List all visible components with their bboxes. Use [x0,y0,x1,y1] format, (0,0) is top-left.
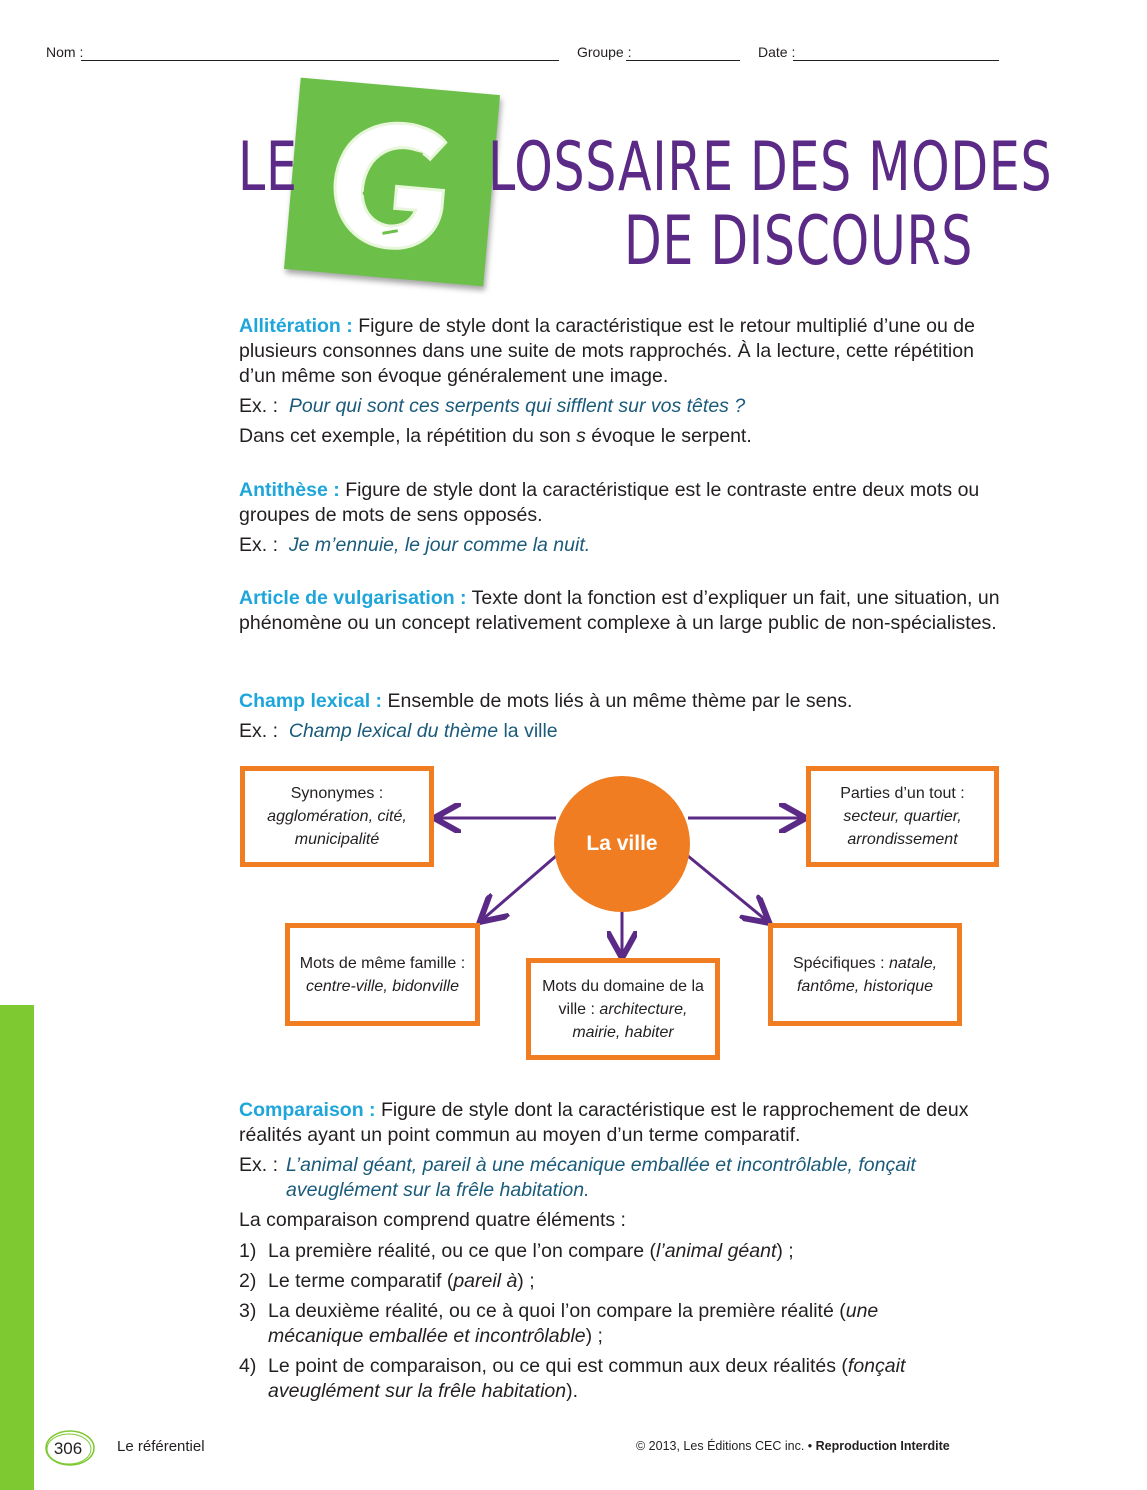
copyright-text: © 2013, Les Éditions CEC inc. • [636,1439,813,1453]
list-text-end: ). [566,1380,579,1402]
synonymes-label: Synonymes : [290,785,384,802]
groupe-label: Groupe : [577,44,632,60]
list-text: La deuxième réalité, ou ce à quoi l’on compare la première réalité ( [268,1300,846,1322]
title-prefix: LE [238,128,298,207]
box-specifiques [768,923,962,1026]
ex-label: Ex. : [239,1154,279,1176]
box-parties [806,766,999,867]
term-comparaison: Comparaison : [239,1099,376,1121]
arrow-famille [482,856,556,920]
example-champ-lexical: Champ lexical du thème [288,720,499,742]
list-italic: l’animal géant [656,1240,777,1262]
list-text-end: ) ; [776,1240,794,1262]
specifiques-items: natale, fantôme, historique [796,954,938,995]
example-alliteration: Pour qui sont ces serpents qui sifflent sur vos têtes ? [288,395,746,417]
side-green-bar [0,1005,34,1490]
list-text-end: ) ; [585,1325,603,1347]
definition-champ-lexical: Ensemble de mots liés à un même thème par le sens. [387,690,853,712]
definition-article: Texte dont la fonction est d’expliquer un fait, une situation, un phénomène ou un concept relativement complexe à un large public de non-spécialistes. [239,587,1000,634]
arrow-specifiques [688,856,767,921]
definition-antithese: Figure de style dont la caractéristique est le contraste entre deux mots ou groupes de mots de sens opposés. [239,479,980,526]
domaine-label: Mots du domaine de la ville : [542,977,704,1018]
note-pre: Dans cet exemple, la répétition du son [239,425,571,447]
specifiques-label: Spécifiques : [792,954,885,972]
box-synonymes [240,766,434,867]
nom-label: Nom : [46,44,84,60]
reproduction-text: Reproduction Interdite [815,1439,950,1453]
parties-label: Parties d’un tout : [840,785,965,802]
list-text: La première réalité, ou ce que l’on compare ( [268,1240,657,1262]
famille-items: centre-ville, bidonville [306,977,459,995]
date-label: Date : [758,44,796,60]
note-italic: s [576,425,586,447]
footer-section: Le référentiel [117,1438,205,1455]
box-domaine [526,958,720,1060]
term-article: Article de vulgarisation : [239,587,467,609]
entry-comparaison [239,1098,1009,1233]
ex-label: Ex. : [239,395,279,417]
synonymes-items: agglomération, cité, municipalité [267,808,407,848]
page-number: 306 [53,1439,83,1458]
title-line-2: DE DISCOURS [624,202,973,281]
list-text: Le point de comparaison, ou ce qui est commun aux deux réalités ( [268,1355,848,1377]
parties-items: secteur, quartier, arrondissement [843,808,962,848]
list-italic: une mécanique emballée et incontrôlable [268,1300,879,1347]
example-antithese: Je m’ennuie, le jour comme la nuit. [288,534,591,556]
term-antithese: Antithèse : [239,479,340,501]
term-champ-lexical: Champ lexical : [239,690,383,712]
list-number: 4) [239,1355,257,1377]
term-alliteration: Allitération : [239,315,353,337]
comparaison-intro: La comparaison comprend quatre éléments : [239,1209,626,1231]
list-item [239,1269,999,1294]
box-famille [285,923,480,1026]
famille-label: Mots de même famille : [299,954,466,972]
definition-comparaison: Figure de style dont la caractéristique est le rapprochement de deux réalités ayant un point commun au moyen d’un terme comparatif. [239,1099,969,1146]
list-item [239,1239,999,1264]
example-comparaison: L’animal géant, pareil à une mécanique emballée et incontrôlable, fonçait aveuglément sur la frêle habitation. [286,1154,916,1201]
footer-copyright [636,1439,950,1453]
list-italic: pareil à [453,1270,518,1292]
ex-label: Ex. : [239,534,279,556]
list-number: 2) [239,1270,257,1292]
title-line-1: LOSSAIRE DES MODES [488,128,1053,207]
list-italic: fonçait aveuglément sur la frêle habitation [268,1355,906,1402]
list-item [239,1354,999,1404]
list-text: Le terme comparatif ( [268,1270,454,1292]
diagram-center: La ville [554,776,690,912]
list-number: 1) [239,1240,257,1262]
example-champ-plain: la ville [503,720,558,742]
list-item [239,1299,999,1349]
domaine-items: architecture, mairie, habiter [572,1000,688,1041]
list-text-end: ) ; [517,1270,535,1292]
note-post: évoque le serpent. [591,425,752,447]
definition-alliteration: Figure de style dont la caractéristique est le retour multiplié d’une ou de plusieurs consonnes dans une suite de mots rapprochés. À la lecture, cette répétition d’un même son évoque généralement une image. [239,315,975,387]
ex-label: Ex. : [239,720,279,742]
page-number-badge [44,1428,96,1468]
list-number: 3) [239,1300,257,1322]
